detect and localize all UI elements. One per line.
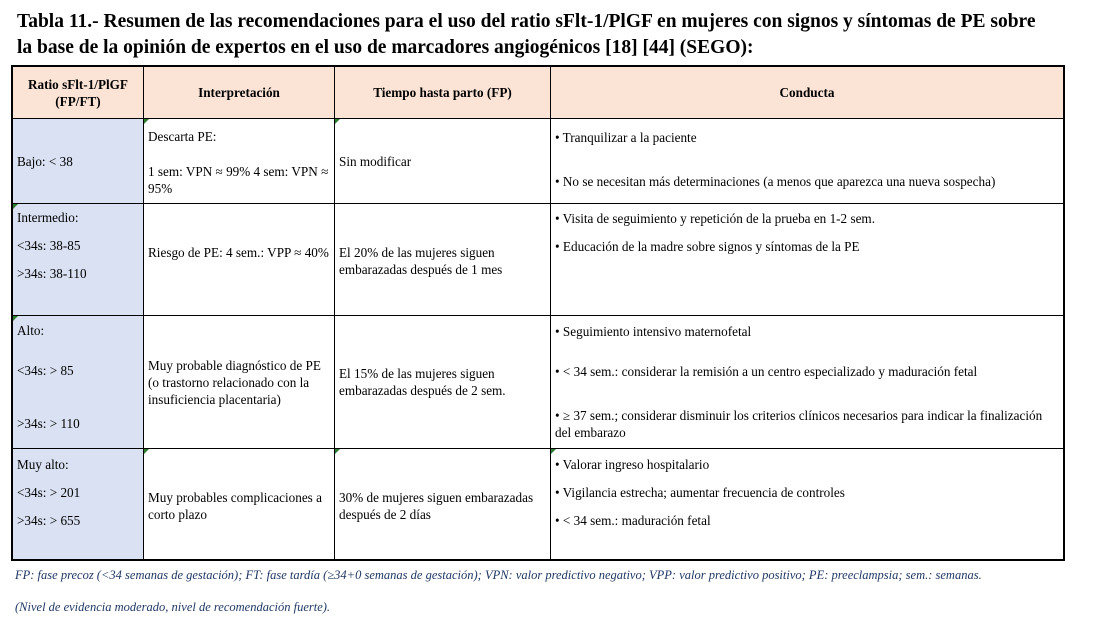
cell-ratio (13, 316, 144, 448)
cell-marker-icon (144, 449, 149, 454)
cell-tiempo (335, 119, 551, 203)
cell-ratio (13, 119, 144, 203)
recommendations-table (11, 65, 1065, 561)
cell-marker-icon (13, 316, 18, 321)
footnote-evidence: (Nivel de evidencia moderado, nivel de recomendación fuerte). (15, 600, 331, 614)
conducta-item: • < 34 sem.: maduración fetal (555, 513, 711, 528)
table-header-row (13, 67, 1063, 119)
table-row (13, 119, 1063, 204)
cell-marker-icon (335, 449, 340, 454)
interpretacion-line: Riesgo de PE: 4 sem.: VPP ≈ 40% (148, 245, 329, 260)
conducta-item: • Valorar ingreso hospitalario (555, 457, 710, 472)
conducta-item: • < 34 sem.: considerar la remisión a un centro especializado y maduración fetal (555, 364, 978, 379)
interpretacion-line: Muy probables complicaciones a corto plazo (148, 490, 322, 522)
tiempo-text: 30% de mujeres siguen embarazadas después de 2 días (339, 490, 534, 522)
cell-marker-icon (335, 119, 340, 124)
cell-marker-icon (144, 119, 149, 124)
ratio-line: >34s: > 110 (17, 416, 80, 431)
table-title-line-1: Tabla 11.- Resumen de las recomendaciones para el uso del ratio sFlt-1/PlGF en mujeres con signos y síntomas de PE sobre (17, 11, 1036, 32)
conducta-item: • Tranquilizar a la paciente (555, 130, 697, 145)
cell-marker-icon (551, 449, 556, 454)
conducta-item: • No se necesitan más determinaciones (a menos que aparezca una nueva sospecha) (555, 174, 996, 189)
ratio-line: >34s: > 655 (17, 513, 81, 528)
cell-conducta (551, 316, 1063, 448)
tiempo-text: El 15% de las mujeres siguen embarazadas después de 2 sem. (339, 366, 506, 398)
cell-tiempo (335, 449, 551, 559)
header-ratio (13, 67, 144, 118)
cell-tiempo (335, 316, 551, 448)
interpretacion-line: 1 sem: VPN ≈ 99% 4 sem: VPN ≈ 95% (148, 164, 329, 196)
header-ratio-line-1: Ratio sFlt-1/PlGF (28, 76, 128, 92)
header-tiempo: Tiempo hasta parto (FP) (335, 67, 551, 118)
cell-conducta (551, 449, 1063, 559)
ratio-line: <34s: > 201 (17, 485, 81, 500)
conducta-item: • ≥ 37 sem.; considerar disminuir los criterios clínicos necesarios para indicar la finalización del embarazo (555, 408, 1043, 440)
cell-conducta (551, 119, 1063, 203)
footnote-abbreviations: FP: fase precoz (<34 semanas de gestación); FT: fase tardía (≥34+0 semanas de gestación); VPN: valor predictivo negativo; VPP: valor predictivo positivo; PE: preeclampsia; sem.: semanas. (15, 568, 982, 582)
header-interpretacion: Interpretación (144, 67, 335, 118)
cell-tiempo (335, 204, 551, 315)
header-ratio-line-2: (FP/FT) (55, 93, 101, 109)
header-conducta: Conducta (551, 67, 1063, 118)
tiempo-text: El 20% de las mujeres siguen embarazadas después de 1 mes (339, 245, 503, 277)
table-row (13, 449, 1063, 559)
interpretacion-line: Descarta PE: (148, 129, 217, 144)
ratio-line: <34s: 38-85 (17, 238, 81, 253)
interpretacion-line: Muy probable diagnóstico de PE (o trastorno relacionado con la insuficiencia placentaria) (148, 358, 321, 407)
table-title-line-2: la base de la opinión de expertos en el uso de marcadores angiogénicos [18] [44] (SEGO): (17, 37, 754, 58)
ratio-line: Muy alto: (17, 457, 69, 472)
ratio-line: Intermedio: (17, 210, 79, 225)
table-row (13, 316, 1063, 449)
table-row (13, 204, 1063, 316)
cell-conducta (551, 204, 1063, 315)
conducta-item: • Educación de la madre sobre signos y síntomas de la PE (555, 239, 860, 254)
cell-interpretacion (144, 316, 335, 448)
conducta-item: • Vigilancia estrecha; aumentar frecuencia de controles (555, 485, 845, 500)
ratio-line: Alto: (17, 323, 45, 338)
cell-ratio (13, 449, 144, 559)
conducta-item: • Seguimiento intensivo maternofetal (555, 324, 752, 339)
cell-ratio (13, 204, 144, 315)
ratio-line: Bajo: < 38 (17, 154, 73, 169)
cell-interpretacion (144, 204, 335, 315)
ratio-line: >34s: 38-110 (17, 266, 87, 281)
cell-interpretacion (144, 449, 335, 559)
cell-interpretacion (144, 119, 335, 203)
conducta-item: • Visita de seguimiento y repetición de la prueba en 1-2 sem. (555, 211, 875, 226)
table-title (17, 9, 1087, 61)
ratio-line: <34s: > 85 (17, 363, 74, 378)
tiempo-text: Sin modificar (339, 154, 412, 169)
